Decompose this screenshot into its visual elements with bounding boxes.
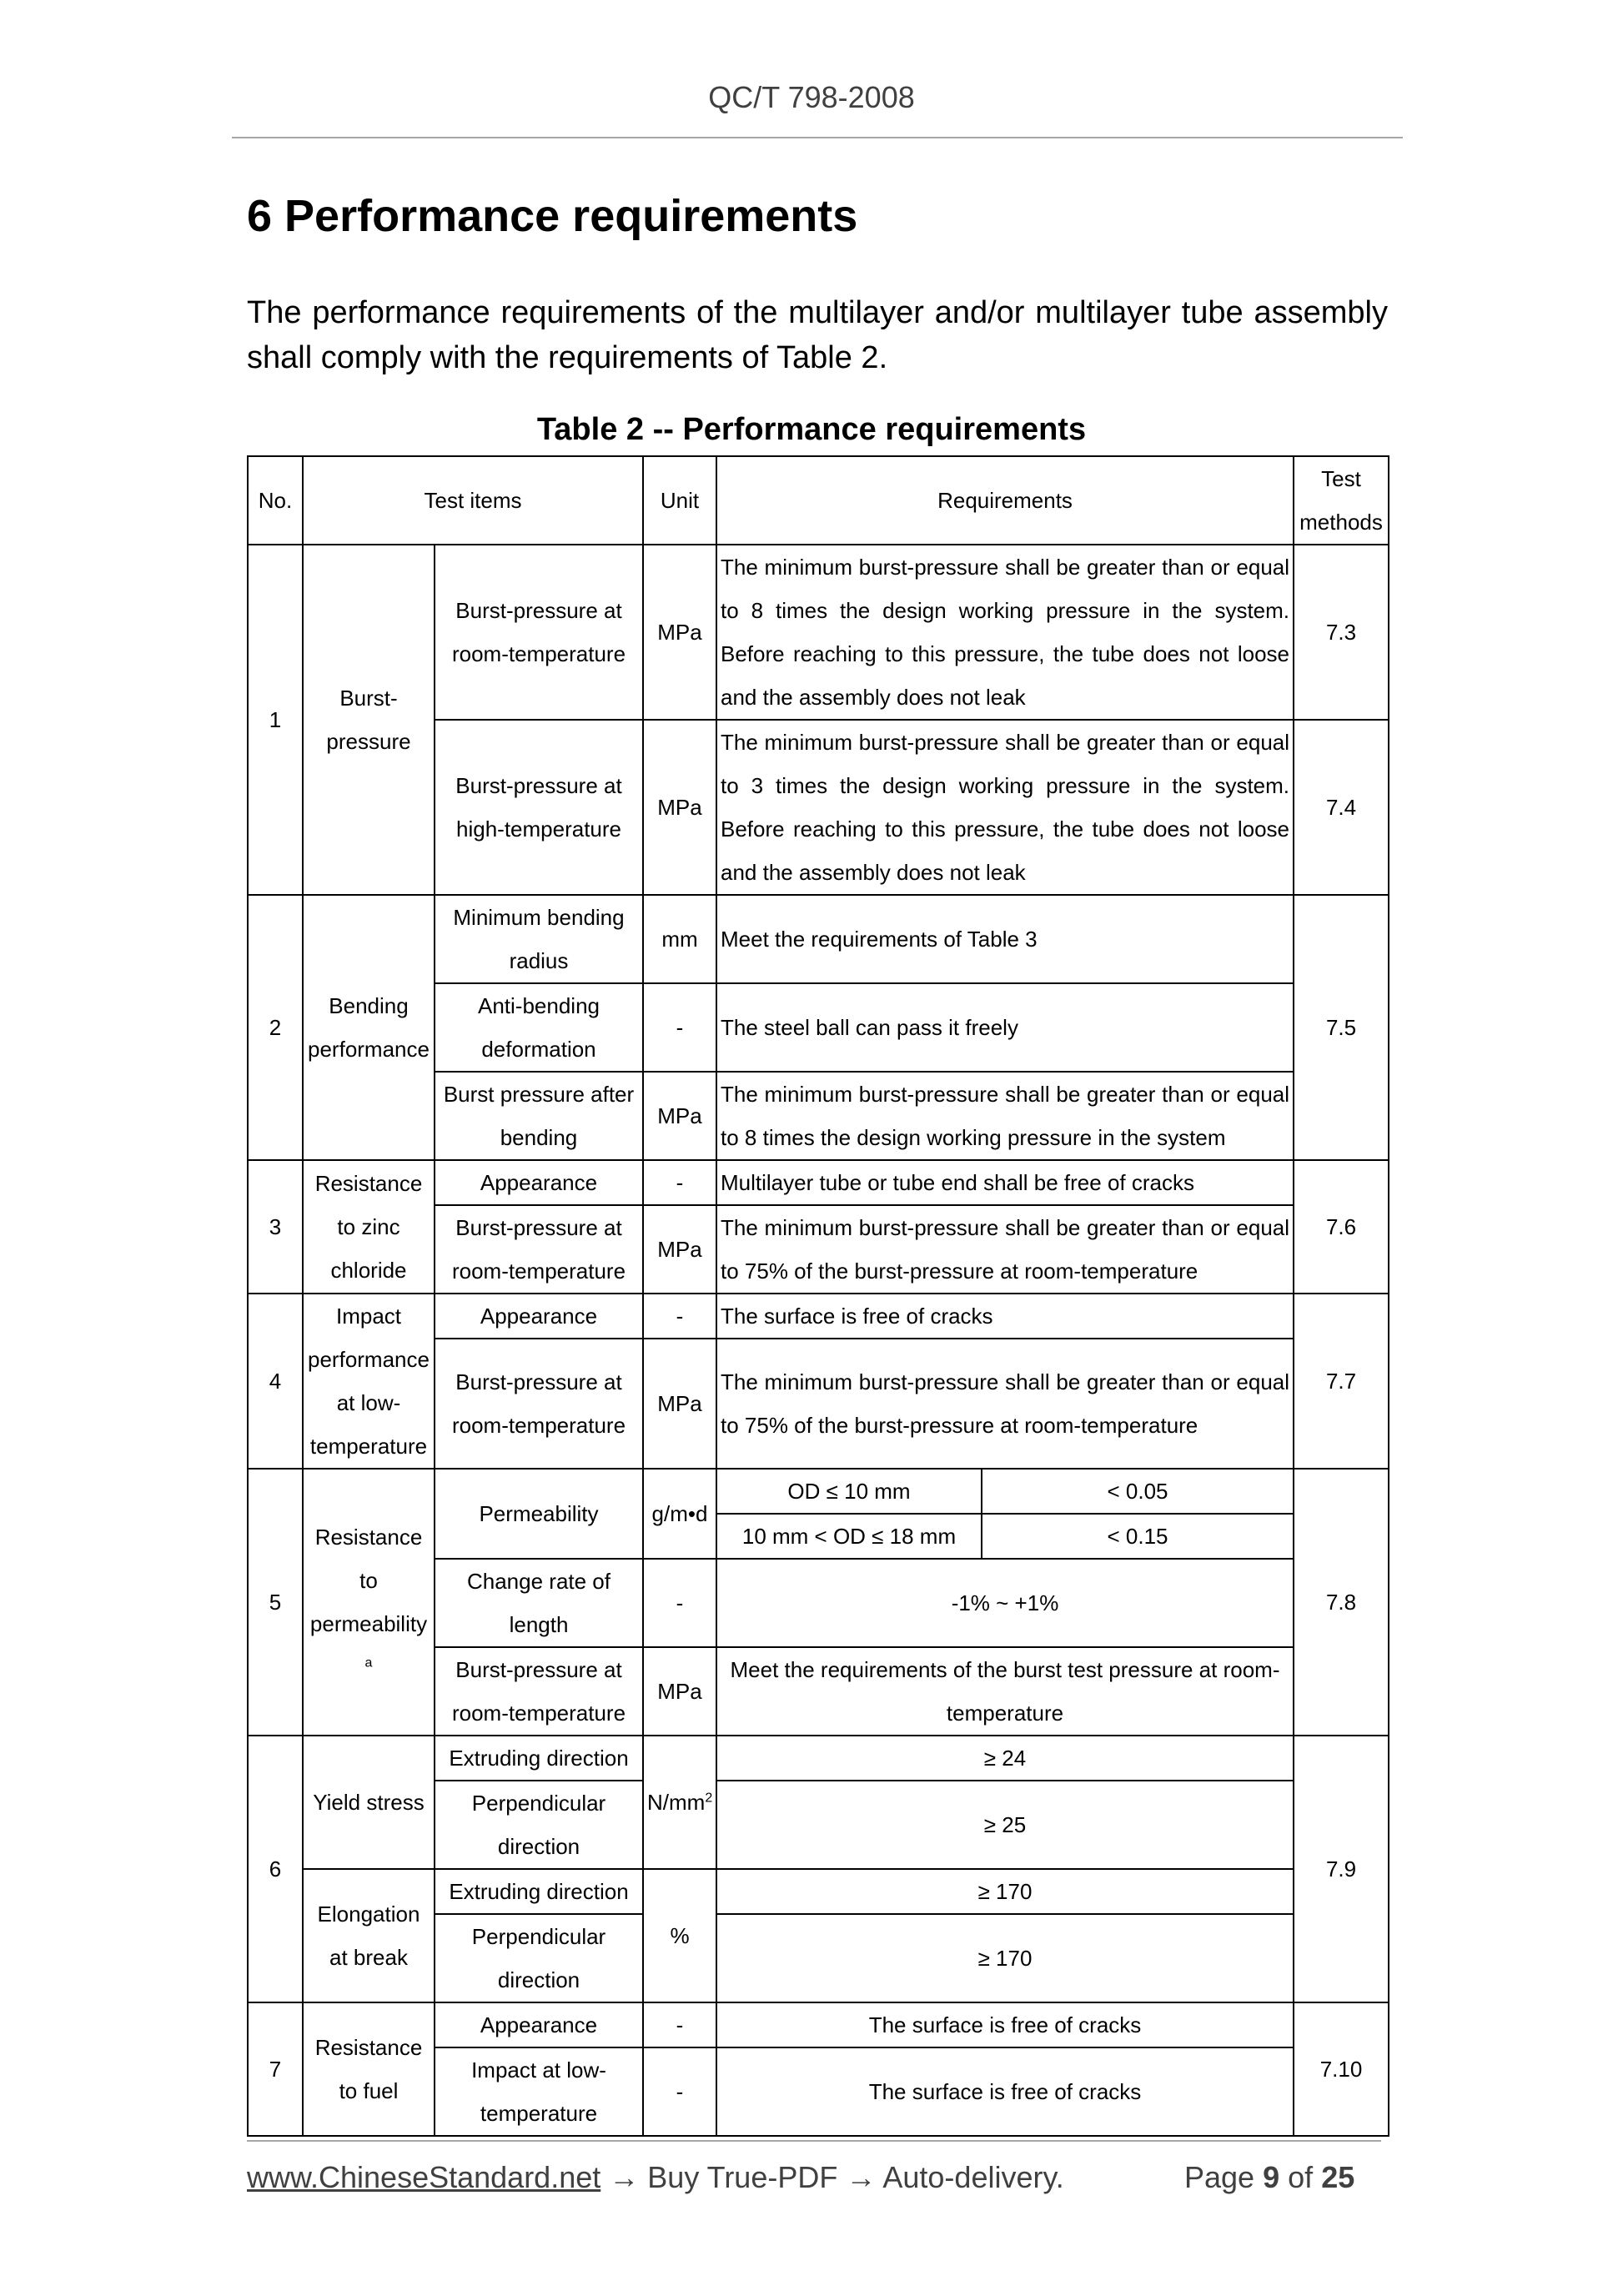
requirement-cell: The minimum burst-pressure shall be greater than or equal to 8 times the design working pressure in the system [716,1072,1294,1160]
test-item: Burst-pressure at room-temperature [435,1339,643,1469]
intro-paragraph: The performance requirements of the multilayer and/or multilayer tube assembly shall comply with the requirements of Table 2. [247,295,1388,375]
footer-divider [247,2140,1381,2142]
test-item: Perpendicular direction [435,1914,643,2002]
unit-cell: MPa [643,545,716,720]
test-method: 7.9 [1294,1736,1389,2002]
test-item: Burst-pressure at room-temperature [435,1647,643,1736]
unit-cell: - [643,2047,716,2136]
unit-cell: - [643,2002,716,2047]
test-group: Yield stress [303,1736,435,1869]
test-item: Impact at low-temperature [435,2047,643,2136]
unit-base: N/mm [647,1790,706,1815]
requirement-cell: Meet the requirements of Table 3 [716,895,1294,983]
buy-text: Buy True-PDF [647,2160,838,2194]
test-group: Bending performance [303,895,435,1160]
test-method: 7.4 [1294,720,1389,895]
table-caption: Table 2 -- Performance requirements [536,412,1087,447]
unit-cell: MPa [643,1072,716,1160]
table-row [248,1869,1389,1914]
page-word: Page [1184,2160,1255,2194]
test-item: Minimum bending radius [435,895,643,983]
test-item: Extruding direction [435,1736,643,1781]
requirement-cell: ≥ 170 [716,1914,1294,2002]
test-item: Appearance [435,1294,643,1339]
unit-exponent: 2 [705,1791,713,1806]
requirement-cell: The minimum burst-pressure shall be greater than or equal to 8 times the design working pressure in the system. Before reaching to this pressure, the tube does not loose and the assembly does not leak [716,545,1294,720]
test-group-with-footnote [303,1469,435,1736]
header-unit: Unit [643,456,716,545]
requirement-cell: Meet the requirements of the burst test pressure at room-temperature [716,1647,1294,1736]
table-header-row [248,456,1389,545]
row-number: 3 [248,1160,303,1294]
requirement-cell: The minimum burst-pressure shall be greater than or equal to 3 times the design working pressure in the system. Before reaching to this pressure, the tube does not loose and the assembly does not leak [716,720,1294,895]
table-row [248,895,1389,983]
test-item: Burst-pressure at room-temperature [435,1205,643,1294]
row-number: 2 [248,895,303,1160]
of-word: of [1288,2160,1314,2194]
header-test-items: Test items [303,456,643,545]
table-row [248,1469,1389,1514]
requirement-cell: ≥ 170 [716,1869,1294,1914]
test-item: Perpendicular direction [435,1781,643,1869]
header-divider [232,137,1403,138]
condition-cell: OD ≤ 10 mm [716,1469,982,1514]
unit-cell: MPa [643,720,716,895]
table-row [248,1160,1389,1205]
unit-cell: - [643,1294,716,1339]
footnote-marker: a [364,1655,373,1671]
requirement-cell: ≥ 24 [716,1736,1294,1781]
delivery-text: Auto-delivery. [882,2160,1064,2194]
arrow-icon: → [609,2160,640,2194]
test-item: Burst pressure after bending [435,1072,643,1160]
document-code-header: QC/T 798-2008 [708,80,915,114]
value-cell: < 0.05 [982,1469,1294,1514]
test-method: 7.3 [1294,545,1389,720]
test-group: Elongation at break [303,1869,435,2002]
unit-cell: - [643,1559,716,1647]
unit-cell [643,1736,716,1869]
page-indicator [1184,2160,1354,2195]
requirement-cell: The surface is free of cracks [716,1294,1294,1339]
unit-cell: g/m•d [643,1469,716,1559]
unit-cell: % [643,1869,716,2002]
row-number: 1 [248,545,303,895]
test-method: 7.6 [1294,1160,1389,1294]
footer-promo [247,2160,1064,2195]
unit-cell: MPa [643,1339,716,1469]
test-group: Impact performance at low-temperature [303,1294,435,1469]
row-number: 7 [248,2002,303,2136]
requirement-cell: The steel ball can pass it freely [716,983,1294,1072]
table-row [248,1294,1389,1339]
test-method: 7.8 [1294,1469,1389,1736]
test-item: Extruding direction [435,1869,643,1914]
row-number: 5 [248,1469,303,1736]
test-item: Anti-bending deformation [435,983,643,1072]
condition-cell: 10 mm < OD ≤ 18 mm [716,1514,982,1559]
header-requirements: Requirements [716,456,1294,545]
test-group: Resistance to fuel [303,2002,435,2136]
arrow-icon: → [846,2160,877,2194]
test-item: Change rate of length [435,1559,643,1647]
test-group: Burst-pressure [303,545,435,895]
test-item: Appearance [435,1160,643,1205]
table-row [248,1736,1389,1781]
test-item: Appearance [435,2002,643,2047]
page-total: 25 [1321,2160,1355,2194]
unit-cell: - [643,983,716,1072]
header-no: No. [248,456,303,545]
requirement-cell: Multilayer tube or tube end shall be free of cracks [716,1160,1294,1205]
unit-cell: MPa [643,1205,716,1294]
test-method: 7.7 [1294,1294,1389,1469]
requirement-cell: -1% ~ +1% [716,1559,1294,1647]
website-link[interactable]: www.ChineseStandard.net [247,2160,601,2194]
page-number: 9 [1263,2160,1280,2194]
test-method: 7.10 [1294,2002,1389,2136]
unit-cell: MPa [643,1647,716,1736]
value-cell: < 0.15 [982,1514,1294,1559]
header-test-methods: Test methods [1294,456,1389,545]
performance-requirements-table [247,455,1389,2137]
section-heading: 6 Performance requirements [247,191,858,241]
requirement-cell: The minimum burst-pressure shall be greater than or equal to 75% of the burst-pressure at room-temperature [716,1339,1294,1469]
unit-cell: - [643,1160,716,1205]
test-group: Resistance to zinc chloride [303,1160,435,1294]
test-item: Burst-pressure at high-temperature [435,720,643,895]
requirement-cell: ≥ 25 [716,1781,1294,1869]
row-number: 4 [248,1294,303,1469]
test-method: 7.5 [1294,895,1389,1160]
test-item: Burst-pressure at room-temperature [435,545,643,720]
requirement-cell: The surface is free of cracks [716,2047,1294,2136]
test-item: Permeability [435,1469,643,1559]
table-row [248,2002,1389,2047]
test-group: Resistance to permeability [309,1525,428,1636]
unit-cell: mm [643,895,716,983]
table-row [248,545,1389,720]
row-number: 6 [248,1736,303,2002]
requirement-cell: The surface is free of cracks [716,2002,1294,2047]
requirement-cell: The minimum burst-pressure shall be greater than or equal to 75% of the burst-pressure at room-temperature [716,1205,1294,1294]
